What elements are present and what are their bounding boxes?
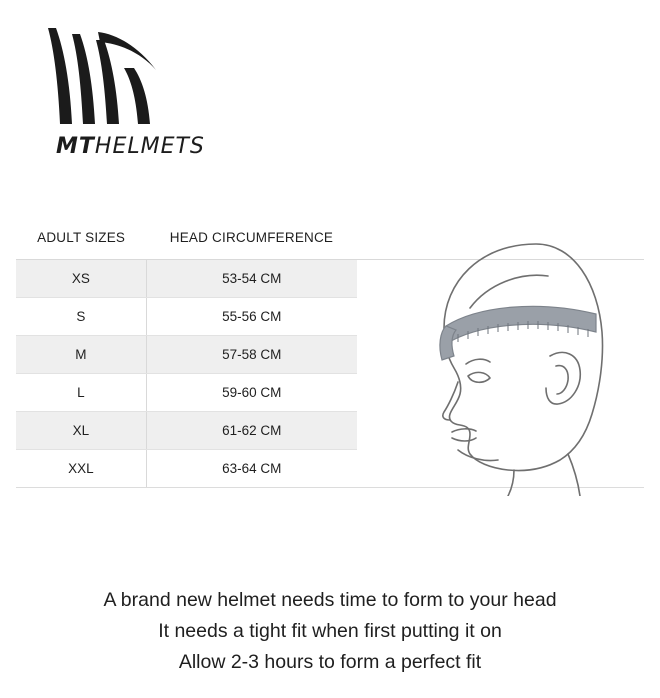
table-row (16, 298, 644, 336)
cell-illustration-spacer (357, 298, 644, 336)
cell-size: L (16, 374, 146, 412)
table-row (16, 412, 644, 450)
cell-illustration-spacer (357, 412, 644, 450)
cell-size: XS (16, 260, 146, 298)
cell-circumference: 61-62 CM (146, 412, 356, 450)
cell-size: XXL (16, 450, 146, 488)
fit-advice-note (0, 585, 660, 678)
table-row (16, 336, 644, 374)
cell-size: XL (16, 412, 146, 450)
brand-wordmark (56, 134, 205, 159)
cell-circumference: 55-56 CM (146, 298, 356, 336)
column-header-adult-sizes: ADULT SIZES (16, 222, 146, 260)
fit-advice-line-1: A brand new helmet needs time to form to your head (103, 589, 557, 611)
table-row (16, 260, 644, 298)
cell-size: M (16, 336, 146, 374)
fit-advice-line-3: Allow 2-3 hours to form a perfect fit (178, 651, 482, 673)
table-row (16, 450, 644, 488)
cell-circumference: 63-64 CM (146, 450, 356, 488)
column-header-head-circumference: HEAD CIRCUMFERENCE (146, 222, 356, 260)
cell-circumference: 53-54 CM (146, 260, 356, 298)
table-body (16, 260, 644, 488)
cell-illustration-spacer (357, 336, 644, 374)
table-header-row (16, 222, 644, 260)
size-chart-table (16, 222, 644, 488)
cell-size: S (16, 298, 146, 336)
cell-circumference: 59-60 CM (146, 374, 356, 412)
table-head (16, 222, 644, 260)
cell-illustration-spacer (357, 450, 644, 488)
cell-illustration-spacer (357, 374, 644, 412)
column-header-illustration (357, 222, 644, 260)
mt-monogram-icon (38, 24, 168, 129)
brand-wordmark-bold: MT (56, 134, 95, 159)
cell-illustration-spacer (357, 260, 644, 298)
table-row (16, 374, 644, 412)
brand-wordmark-light: HELMETS (94, 134, 205, 159)
brand-logo (34, 24, 234, 169)
fit-advice-line-2: It needs a tight fit when first putting it on (158, 620, 502, 642)
cell-circumference: 57-58 CM (146, 336, 356, 374)
